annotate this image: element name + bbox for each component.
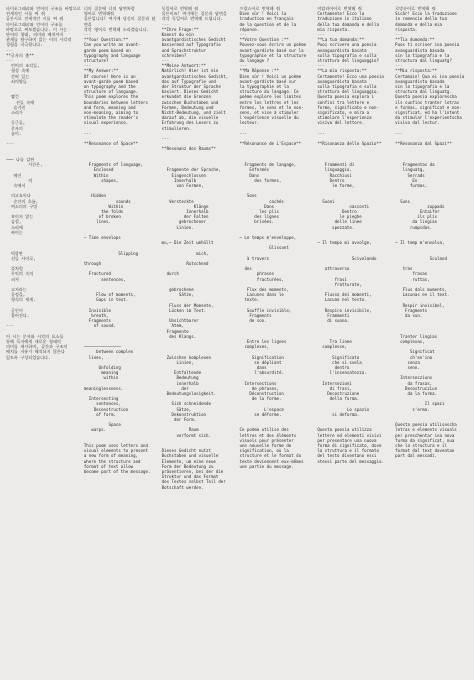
- poem-body: **La mia risposta:** Certamente! Ecco una poesia avanguardista basata sulla tipografia e sulla struttura del linguaggio. Questa poesia esplora i confini tra lettere e forme, significato e non- significato, e mira a stimolare l'esperienza visiva del lettore. --- **Risonanza dello Spazio** Frammenti di linguaggio, Racchiusi Dentro le forme, Suoni nascosti Dentro le pieghe delle linee spezzate. ─ Il tempo mi avvolge, Scivolando attraverso frasi fratturate, Flusso dei momenti, Lacune nel testo. Respiro invisibile, Frammenti di suono. Tra linee complesse, Significato che si svela dentro l'insensatezza. Intersezioni di frasi, Decostruzione della forma. Lo spazio si deforma. Questa poesia utilizza lettere ed elementi visivi per presentare una nuova forma di significato, dove la struttura e il formato del testo diventano essi stessi parte del messaggio.: [317, 68, 384, 464]
- column-english: [84, 6, 159, 680]
- intro-text: 물론이죠! 여기에는 질문과 답변을 각각 독일어로 번역해 드립니다.: [161, 11, 227, 22]
- prompt-text: 이탈리아어로 번역해 줘: [317, 6, 362, 11]
- intro-text: Bien sûr ! Voici la traduction en français de la question et de la réponse.: [239, 11, 297, 32]
- intro-text: Sicâr! Ecco la traduzione in romencio della tua domanda e della mia risposta.: [395, 11, 457, 32]
- question-text: **La tua domanda:** Puoi scrivere una poesia avanguardista basata sulla tipografia e sulla struttura del linguaggio?: [317, 37, 379, 64]
- poem-body: **Meine Antwort:** Natürlich! Hier ist ein avantgardistisches Gedicht, das auf Typografie und der Struktur der Sprache basiert. Dieses Gedicht erkundet die Grenzen zwischen Buchstaben und Formen, Bedeutung und Nicht-Bedeutung, und zielt darauf ab, die visuelle Erfahrung des Lesers zu stimulieren. --- **Resonanz des Raums** Fragmente der Sprache, Eingeschlossen Innerhalb von Formen, Versteckte Klänge Innerhalb der Falten gebrochener Linien. mu,─ Die Zeit umhüllt mich, Rutschend durch gebrochene Sätze, Fluss der Momente, Lücken im Text. Unsichtbarer Atem, Fragmente des Klangs. Zwischen komplexen Linien, Entfaltende Bedeutung innerhalb der Bedeutungslosigkeit. Sich schneidende Sätze, Dekonstruktion der Form. Raum verformt sich. Dieses Gedicht nutzt Buchstaben und visuelle Elemente, um eine neue Form der Bedeutung zu präsentieren, bei der die Struktur und das Format des Textes selbst Teil der Botschaft werden.: [161, 63, 229, 490]
- prompt-text: 로망슈어로 번역해 줘: [395, 6, 436, 11]
- intro-text: 공론시로 전세적인 시를 써 줘 타이포그래피와 언어의 구조를 바탕으로 써보겠습니다. 이 시는 단어의 형태, 의미와 배치까지 관계를 탐구하며 읽는 이의 시각적 경험을 자극합니다.: [6, 16, 72, 48]
- intro-text: Certamente! Ecco la traduzione in italiano della tua domanda e della mia risposta.: [317, 11, 379, 32]
- question-text: **Tia dumonda:** Puos ti scriver ina poesia avanguardista basada sin la tipografia e la structura dal linguatg?: [395, 37, 460, 64]
- separator: ---: [395, 63, 403, 69]
- separator: ---: [395, 32, 403, 38]
- separator: ---: [317, 63, 325, 69]
- prompt-text: 독일어로 번역해 줘: [161, 6, 199, 11]
- poem-title: **글자의 춤**: [6, 52, 35, 58]
- separator: ---: [317, 32, 325, 38]
- intro-text: 물론입니다! 여기에 당신의 질문과 답변을 각각 영어로 번역해 드리겠습니다.: [83, 16, 156, 32]
- separator: ---: [161, 21, 170, 27]
- poem-body: 언어의 조각들, 형성 속에 갇혀 있는 쇠의양들 찢긴 선들 속에 숨겨진 소리가 둥근들, 문자의 놀이. --- ─── 나를 감싼 시간은, 메인 의 속에서 의고요이다 순간의 흐름, 여소의의 구멍 보이지 않는 숨결, 소리에 싸이는 빅할만 선들 사이로, 풀처럼 무익의 속의 퍼져 고지라는 공정을, 형식의 세계. 글인이 흩어진다. --- 이 시는 문자와 시각의 요소를 통해 독자에게 새로운 형태의 의미를 제시하며, 공간과 구조의 배치를 자유가 해석되지 않은다 있도록 구성되었습니다.: [6, 63, 68, 360]
- separator: ---: [83, 63, 92, 69]
- column-german: [162, 6, 237, 680]
- prompt-text: 너의 질문에 너의 답변처럼 영어로 번역해줘: [83, 6, 135, 17]
- column-french: [240, 6, 315, 680]
- column-korean: [6, 6, 84, 680]
- poem-body: **Ma Réponse :** Bien sûr ! Voici un poème avant-gardiste basé sur la typographie et la structure du langage. Ce poème explore les limites entre les lettres et les formes, le sens et le non- sens, et vise à stimuler l'expérience visuelle du lecteur. --- **Résonance de L'Espace** Fragments de langage, Enfermés Dans des formes, Sons cachés Dans les plis des lignes brisées. ─ Le temps m'enveloppe, Glissant à travers des phrases fracturées, Flux des moments, Lacunes dans le texte. Souffle invisible, Fragments de son. Entre les lignes complexes, Signification se dépliant dans l'absurdité. Intersections de phrases, Déconstruction de la forme. L'espace se déforme. Ce poème utilise des lettres et des éléments visuels pour présenter une nouvelle forme de signification, où la structure et le format du texte deviennent eux-mêmes une partie du message.: [239, 68, 304, 469]
- poem-body: **My Answer:** Of course! Here is an avant-garde poem based on typography and the structure of language. This poem explores the boundaries between letters and form, meaning and non-meaning, aiming to stimulate the reader's visual experience. --- **Resonance of Space** Fragments of language, Enclosed Within shapes, Hidden sounds Within the folds of broken lines. ─ Time envelops Slipping through Fractured sentences, Flow of moments, Gaps in text. Invisible breath, Fragments of sound. ─────────────── between complex lines, Unfolding meaning within meaninglessness. Intersecting sentences, Deconstruction of form. Space warps. This poem uses letters and visual elements to present a new form of meaning, where the structure and format of text allow become part of the message.: [83, 68, 151, 475]
- separator: ---: [83, 32, 92, 38]
- prompt-text: 타이포그래피와 언어의 구조를 바탕으로 전세적인 시를 써 줘: [6, 6, 84, 17]
- column-romansh: [395, 6, 470, 680]
- separator: ---: [239, 32, 247, 38]
- separator: ---: [161, 58, 170, 64]
- prompt-text: 프랑스어로 번역해 줘: [239, 6, 281, 11]
- separator: ---: [6, 58, 14, 64]
- column-italian: [317, 6, 392, 680]
- separator: ---: [239, 63, 247, 69]
- separator: ---: [6, 47, 14, 53]
- question-text: **Votre Question :** Pouvez-vous écrire un poème avant-gardiste basé sur la typographie et la structure du langage ?: [239, 37, 307, 64]
- question-text: **Your Question:** Can you write an avant- garde poem based on typography and language structure?: [83, 37, 141, 64]
- poem-body: **Mia risposta:** Certamain! Qua ei ina poesia avanguardista basada sin la tipografia e la structura dal linguatg. Questa poesia explorescha ils cunfins tranter letras e furmas, significat e non- significat, ed ha l'intent da stimular l'experientscha visiva dal lectur. --- **Resonanza dal Spazi** Fragmentas da linguatg, Serrads En furmas, Suns zuppads Entaifer ils plis da lingias rumpidas. ─ Il temp m'envolva, Sculand tras frasas ruttas, Flus dals muments, Lacunas en il text. Respir invisibel, Fragments da sun. Tranter lingias complexas, Significat ch'en'ina senza senn. Intersecziuns da frasas, Decostrucziun da la furma. Il spazi s'erma. Questa poesia utilisescha letras e elements visuals per preschentar ina nova furma da significat, nua che la structura e il format dal text daventan part dal messadi.: [395, 68, 465, 459]
- question-text: **Ihre Frage:** Kannst du ein avantgardistisches Gedicht basierend auf Typografie und Sprachstruktur schreiben?: [161, 26, 226, 58]
